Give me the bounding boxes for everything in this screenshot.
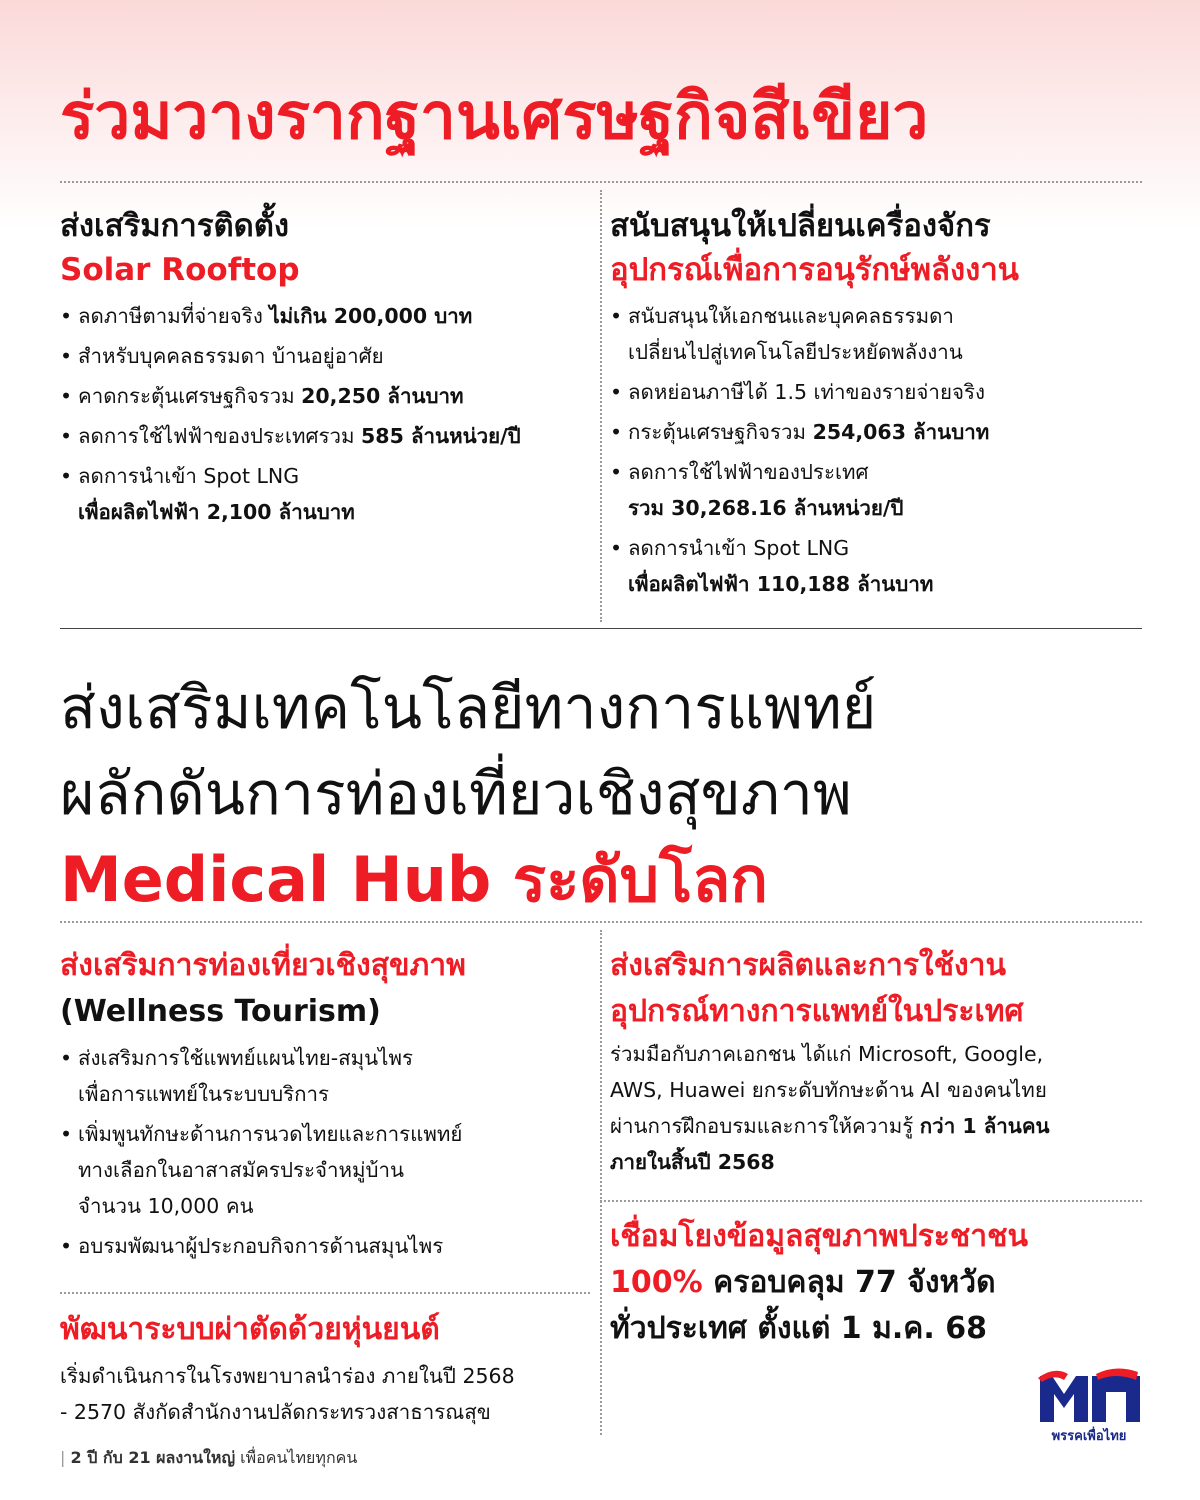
list-item: • คาดกระตุ้นเศรษฐกิจรวม 20,250 ล้านบาท [60,378,585,414]
list-item: • ลดการใช้ไฟฟ้าของประเทศ รวม 30,268.16 ล้านหน่วย/ปี [610,454,1150,526]
list-item: • ลดการนำเข้า Spot LNG เพื่อผลิตไฟฟ้า 2,100 ล้านบาท [60,458,585,530]
list-item: • ลดหย่อนภาษีได้ 1.5 เท่าของรายจ่ายจริง [610,374,1150,410]
section-heading: เชื่อมโยงข้อมูลสุขภาพประชาชน [610,1219,1028,1254]
list-item: • สนับสนุนให้เอกชนและบุคคลธรรมดา เปลี่ยนไปสู่เทคโนโลยีประหยัดพลังงาน [610,298,1150,370]
section-subheading: อุปกรณ์ทางการแพทย์ในประเทศ [610,994,1024,1029]
list-item: • กระตุ้นเศรษฐกิจรวม 254,063 ล้านบาท [610,414,1150,450]
list-item: • ลดการใช้ไฟฟ้าของประเทศรวม 585 ล้านหน่วย/ปี [60,418,585,454]
section-subheading: (Wellness Tourism) [60,994,381,1029]
divider [60,921,1142,923]
section-subheading: Solar Rooftop [60,252,300,288]
section-heading: สนับสนุนให้เปลี่ยนเครื่องจักร [610,208,991,244]
paragraph: ร่วมมือกับภาคเอกชน ได้แก่ Microsoft, Google, AWS, Huawei ยกระดับทักษะด้าน AI ของคนไทย ผ่านการฝึกอบรมและการให้ความรู้ กว่า 1 ล้านคน ภายในสิ้นปี 2568 [610,1042,1050,1174]
section-subheading: อุปกรณ์เพื่อการอนุรักษ์พลังงาน [610,252,1019,288]
party-logo [1034,1368,1144,1446]
medical-title-line: ผลักดันการท่องเที่ยวเชิงสุขภาพ [60,759,852,828]
medical-title [60,665,876,924]
logo-text: พรรคเพื่อไทย [1051,1429,1127,1444]
bullet-list [60,1040,590,1264]
list-item: • สำหรับบุคคลธรรมดา บ้านอยู่อาศัย [60,338,585,374]
section-divider [60,628,1142,629]
robot-surgery-section [60,1310,590,1430]
section-heading: ส่งเสริมการผลิตและการใช้งาน [610,948,1006,983]
bullet-list [610,298,1150,602]
bullet-list [60,298,585,530]
footer: | 2 ปี กับ 21 ผลงานใหญ่ เพื่อคนไทยทุกคน [60,1448,358,1467]
column-divider [600,930,602,1435]
paragraph: เริ่มดำเนินการในโรงพยาบาลนำร่อง ภายในปี 2568 - 2570 สังกัดสำนักงานปลัดกระทรวงสาธารณสุข [60,1364,515,1424]
energy-machines-section [610,204,1150,606]
list-item: • ส่งเสริมการใช้แพทย์แผนไทย-สมุนไพร เพื่อการแพทย์ในระบบบริการ [60,1040,590,1112]
page-title: ร่วมวางรากฐานเศรษฐกิจสีเขียว [60,80,929,154]
health-data-section [610,1214,1150,1352]
medical-title-line: ส่งเสริมเทคโนโลยีทางการแพทย์ [60,673,877,742]
list-item: • ลดการนำเข้า Spot LNG เพื่อผลิตไฟฟ้า 110,188 ล้านบาท [610,530,1150,602]
list-item: • ลดภาษีตามที่จ่ายจริง ไม่เกิน 200,000 บาท [60,298,585,334]
medical-devices-section [610,946,1150,1180]
medical-hub-title: Medical Hub ระดับโลก [60,843,768,916]
section-heading: ส่งเสริมการท่องเที่ยวเชิงสุขภาพ [60,948,466,983]
wellness-section [60,946,590,1268]
divider [60,181,1142,183]
divider [60,1292,590,1294]
list-item: • อบรมพัฒนาผู้ประกอบกิจการด้านสมุนไพร [60,1228,590,1264]
section-heading: พัฒนาระบบผ่าตัดด้วยหุ่นยนต์ [60,1312,440,1347]
health-data-line: 100% ครอบคลุม 77 จังหวัด [610,1265,996,1300]
divider [600,1200,1142,1202]
health-data-line: ทั่วประเทศ ตั้งแต่ 1 ม.ค. 68 [610,1311,987,1346]
column-divider [600,190,602,622]
list-item: • เพิ่มพูนทักษะด้านการนวดไทยและการแพทย์ ทางเลือกในอาสาสมัครประจำหมู่บ้าน จำนวน 10,000 คน [60,1116,590,1224]
solar-rooftop-section [60,204,585,534]
logo-mark-icon [1034,1368,1144,1428]
section-heading: ส่งเสริมการติดตั้ง [60,208,290,244]
